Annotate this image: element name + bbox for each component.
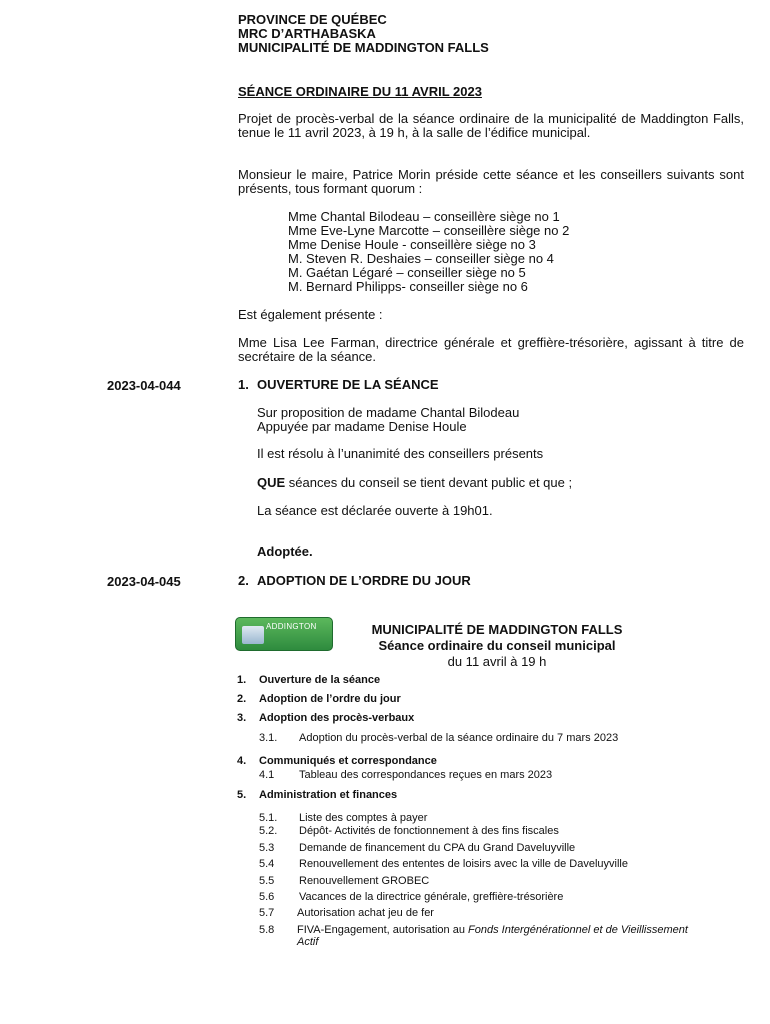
adopted-label: Adoptée.	[257, 544, 313, 559]
header-municipality: MUNICIPALITÉ DE MADDINGTON FALLS	[238, 40, 489, 55]
member-item: M. Steven R. Deshaies – conseiller siège no 4	[288, 251, 554, 266]
agenda-subtitle: Séance ordinaire du conseil municipal	[378, 638, 616, 653]
section-number: 1.	[238, 377, 249, 392]
agenda-item: 1. Ouverture de la séance	[237, 674, 381, 686]
agenda-item: 5. Administration et finances	[237, 789, 398, 801]
agenda-subitem: 5.4 Renouvellement des ententes de loisirs avec la ville de Daveluyville	[259, 858, 628, 870]
section-heading	[238, 573, 471, 588]
opening-time: La séance est déclarée ouverte à 19h01.	[257, 503, 493, 518]
agenda-subitem: 5.7 Autorisation achat jeu de fer	[259, 907, 434, 919]
also-present: Est également présente :	[238, 307, 383, 322]
agenda-subitem: 5.3 Demande de financement du CPA du Grand Daveluyville	[259, 842, 576, 854]
agenda-subitem: 5.5 Renouvellement GROBEC	[259, 875, 430, 887]
agenda-item: 4. Communiqués et correspondance	[237, 755, 437, 767]
que-text: séances du conseil se tient devant public et que ;	[285, 475, 573, 490]
agenda-subitem: 3.1. Adoption du procès-verbal de la séance ordinaire du 7 mars 2023	[259, 732, 619, 744]
section-heading	[238, 377, 439, 392]
header-mrc: MRC D’ARTHABASKA	[238, 26, 376, 41]
member-item: Mme Chantal Bilodeau – conseillère siège no 1	[288, 209, 560, 224]
section-number: 2.	[238, 573, 249, 588]
agenda-subitem: 5.1. Liste des comptes à payer	[259, 812, 428, 824]
agenda-item: 3. Adoption des procès-verbaux	[237, 712, 415, 724]
logo-text: ADDINGTON	[266, 622, 317, 631]
proposed-by: Sur proposition de madame Chantal Bilodeau	[257, 405, 520, 420]
member-item: M. Gaétan Légaré – conseiller siège no 5	[288, 265, 526, 280]
member-item: Mme Eve-Lyne Marcotte – conseillère siège no 2	[288, 223, 570, 238]
waterfall-icon	[242, 626, 264, 644]
seconded-by: Appuyée par madame Denise Houle	[257, 419, 467, 434]
resolution-number: 2023-04-044	[107, 378, 181, 393]
member-item: Mme Denise Houle - conseillère siège no 3	[288, 237, 536, 252]
agenda-subitem: 5.6 Vacances de la directrice générale, greffière-trésorière	[259, 891, 564, 903]
resolved-text: Il est résolu à l’unanimité des conseillers présents	[257, 446, 544, 461]
agenda-date: du 11 avril à 19 h	[447, 654, 547, 669]
agenda-subitem: 5.8 FIVA-Engagement, autorisation au Fonds Intergénérationnel et de Vieillissement Actif	[259, 924, 688, 948]
resolution-number: 2023-04-045	[107, 574, 181, 589]
agenda-item: 2. Adoption de l’ordre du jour	[237, 693, 401, 705]
agenda-header	[332, 622, 662, 670]
section-title: ADOPTION DE L’ORDRE DU JOUR	[257, 573, 471, 588]
secretary-paragraph: Mme Lisa Lee Farman, directrice générale et greffière-trésorière, agissant à titre de secrétaire de la séance.	[238, 335, 744, 364]
document-header	[238, 13, 489, 55]
municipality-logo	[235, 617, 333, 651]
quorum-paragraph: Monsieur le maire, Patrice Morin préside cette séance et les conseillers suivants sont présents, tous formant quorum :	[238, 167, 744, 196]
que-clause	[257, 476, 572, 490]
member-item: M. Bernard Philipps- conseiller siège no 6	[288, 279, 528, 294]
agenda-title: MUNICIPALITÉ DE MADDINGTON FALLS	[371, 622, 623, 637]
que-keyword: QUE	[257, 475, 286, 490]
agenda-subitem: 5.2. Dépôt- Activités de fonctionnement à des fins fiscales	[259, 825, 559, 837]
intro-paragraph: Projet de procès-verbal de la séance ordinaire de la municipalité de Maddington Falls, tenue le 11 avril 2023, à 19 h, à la salle de l’édifice municipal.	[238, 111, 744, 140]
section-title: OUVERTURE DE LA SÉANCE	[257, 377, 439, 392]
members-list	[288, 210, 569, 294]
session-title: SÉANCE ORDINAIRE DU 11 AVRIL 2023	[238, 84, 482, 99]
header-province: PROVINCE DE QUÉBEC	[238, 12, 387, 27]
agenda-subitem: 4.1 Tableau des correspondances reçues en mars 2023	[259, 769, 553, 781]
